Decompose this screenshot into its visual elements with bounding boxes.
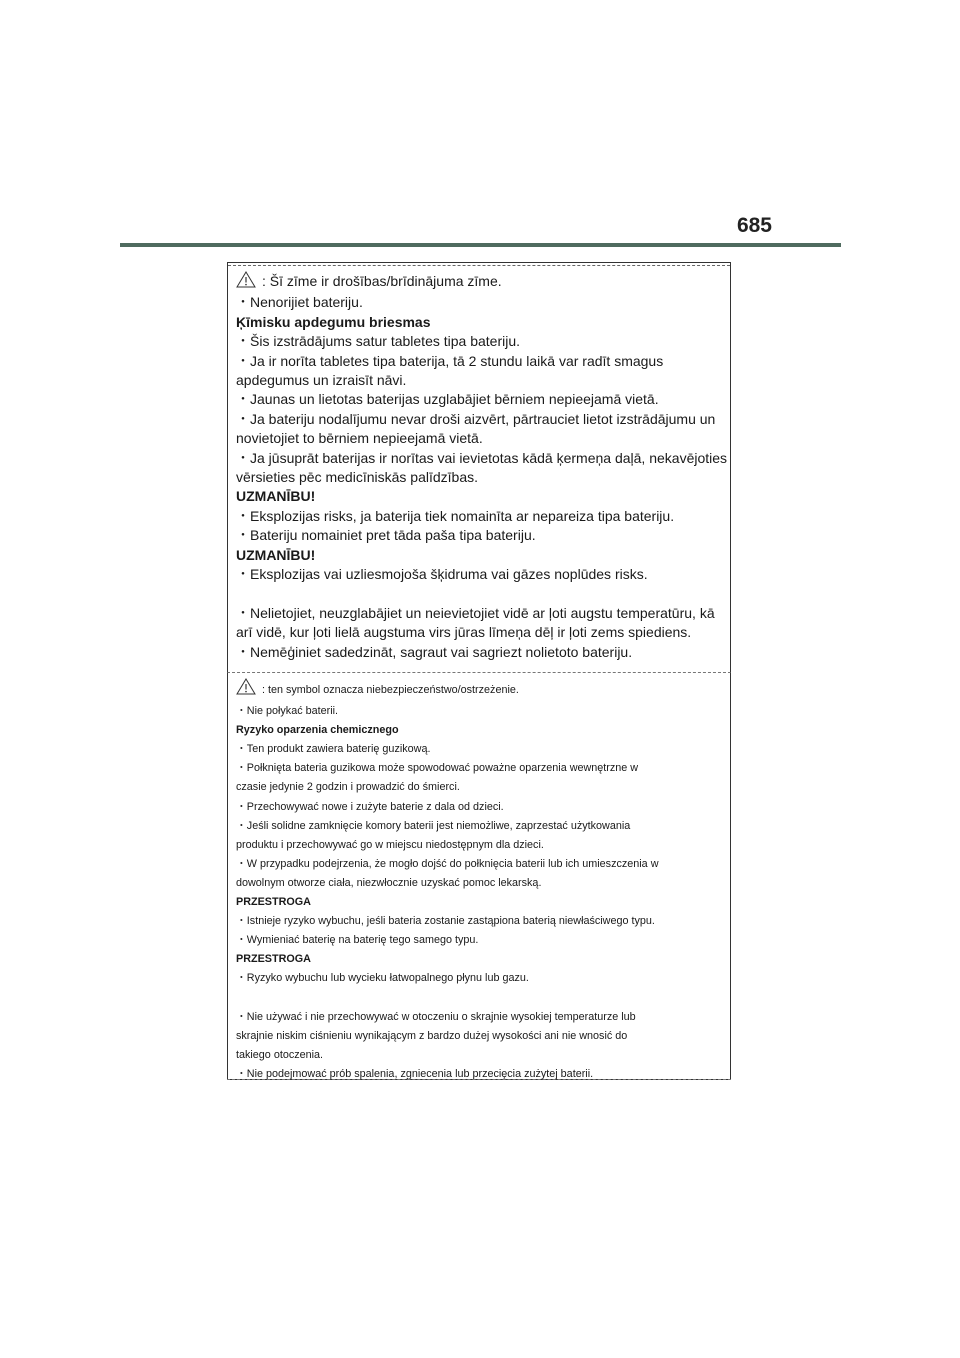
symbol-line xyxy=(236,678,722,702)
bullet-continuation: takiego otoczenia. xyxy=(236,1048,324,1061)
bullet-continuation: vērsieties pēc medicīniskās palīdzības. xyxy=(236,469,478,486)
caution-heading: PRZESTROGA xyxy=(236,953,311,966)
bullet-continuation: skrajnie niskim ciśnieniu wynikającym z bardzo dużej wysokości ani nie wnosić do xyxy=(236,1029,628,1042)
box-bottom-rule xyxy=(227,1079,731,1080)
bullet-continuation: novietojiet to bērniem nepieejamā vietā. xyxy=(236,430,483,447)
bullet-line: ・Ja jūsuprāt baterijas ir norītas vai ievietotas kādā ķermeņa daļā, nekavējoties xyxy=(236,449,728,466)
bullet-line: ・Ja ir norīta tabletes tipa baterija, tā 2 stundu laikā var radīt smagus xyxy=(236,352,664,369)
bullet-continuation: czasie jedynie 2 godzin i prowadzić do śmierci. xyxy=(236,781,460,794)
symbol-line xyxy=(236,271,722,293)
page-number: 685 xyxy=(736,214,772,237)
bullet-continuation: apdegumus un izraisīt nāvi. xyxy=(236,372,407,389)
section-heading: Ķīmisku apdegumu briesmas xyxy=(236,313,431,330)
bullet-line: ・Nelietojiet, neuzglabājiet un neievietojiet vidē ar ļoti augstu temperatūru, kā xyxy=(236,604,715,621)
bullet-continuation: arī vidē, kur ļoti lielā augstuma virs jūras līmeņa dēļ ir ļoti zems spiediens. xyxy=(236,624,692,641)
bullet-line: ・Nemēģiniet sadedzināt, sagraut vai sagriezt nolietoto bateriju. xyxy=(236,643,633,660)
bullet-line: ・Ryzyko wybuchu lub wycieku łatwopalnego płynu lub gazu. xyxy=(236,972,529,985)
bullet-line: ・Połknięta bateria guzikowa może spowodować poważne oparzenia wewnętrzne w xyxy=(236,762,639,775)
bullet-line: ・Przechowywać nowe i zużyte baterie z dala od dzieci. xyxy=(236,800,504,813)
blank-line xyxy=(236,989,722,1008)
bullet-line: ・Nie połykać baterii. xyxy=(236,705,339,718)
section-heading: Ryzyko oparzenia chemicznego xyxy=(236,724,399,737)
symbol-text: : Šī zīme ir drošības/brīdinājuma zīme. xyxy=(262,273,502,289)
bullet-line: ・Eksplozijas risks, ja baterija tiek nomainīta ar nepareiza tipa bateriju. xyxy=(236,507,675,524)
polish-warning-box xyxy=(227,672,731,1080)
caution-heading: UZMANĪBU! xyxy=(236,546,316,563)
bullet-line: ・Nenorijiet bateriju. xyxy=(236,294,363,311)
bullet-line: ・Eksplozijas vai uzliesmojoša šķidruma vai gāzes noplūdes risks. xyxy=(236,566,648,583)
bullet-line: ・W przypadku podejrzenia, że mogło dojść do połknięcia baterii lub ich umieszczenia w xyxy=(236,857,659,870)
bullet-line: ・Bateriju nomainiet pret tāda paša tipa bateriju. xyxy=(236,527,536,544)
bullet-line: ・Nie podejmować prób spalenia, zgniecenia lub przecięcia zużytej baterii. xyxy=(236,1067,594,1080)
bullet-line: ・Šis izstrādājums satur tabletes tipa bateriju. xyxy=(236,333,521,350)
bullet-line: ・Jaunas un lietotas baterijas uzglabājiet bērniem nepieejamā vietā. xyxy=(236,391,659,408)
blank-line xyxy=(236,585,722,604)
bullet-line: ・Istnieje ryzyko wybuchu, jeśli bateria zostanie zastąpiona baterią niewłaściwego typu. xyxy=(236,915,655,928)
bullet-line: ・Jeśli solidne zamknięcie komory baterii jest niemożliwe, zaprzestać użytkowania xyxy=(236,819,631,832)
bullet-line: ・Ja bateriju nodalījumu nevar droši aizvērt, pārtrauciet lietot izstrādājumu un xyxy=(236,410,716,427)
bullet-line: ・Ten produkt zawiera baterię guzikową. xyxy=(236,743,431,756)
latvian-warning-box xyxy=(227,262,731,672)
caution-heading: PRZESTROGA xyxy=(236,896,311,909)
bullet-continuation: dowolnym otworze ciała, niezwłocznie uzyskać pomoc lekarską. xyxy=(236,876,542,889)
bullet-continuation: produktu i przechowywać go w miejscu niedostępnym dla dzieci. xyxy=(236,838,544,851)
bullet-line: ・Wymieniać baterię na baterię tego samego typu. xyxy=(236,934,479,947)
bullet-line: ・Nie używać i nie przechowywać w otoczeniu o skrajnie wysokiej temperaturze lub xyxy=(236,1010,636,1023)
header-rule xyxy=(120,243,841,247)
warning-triangle-icon xyxy=(236,271,256,293)
caution-heading: UZMANĪBU! xyxy=(236,488,316,505)
symbol-text: : ten symbol oznacza niebezpieczeństwo/ostrzeżenie. xyxy=(262,684,519,696)
warning-triangle-icon xyxy=(236,678,256,702)
